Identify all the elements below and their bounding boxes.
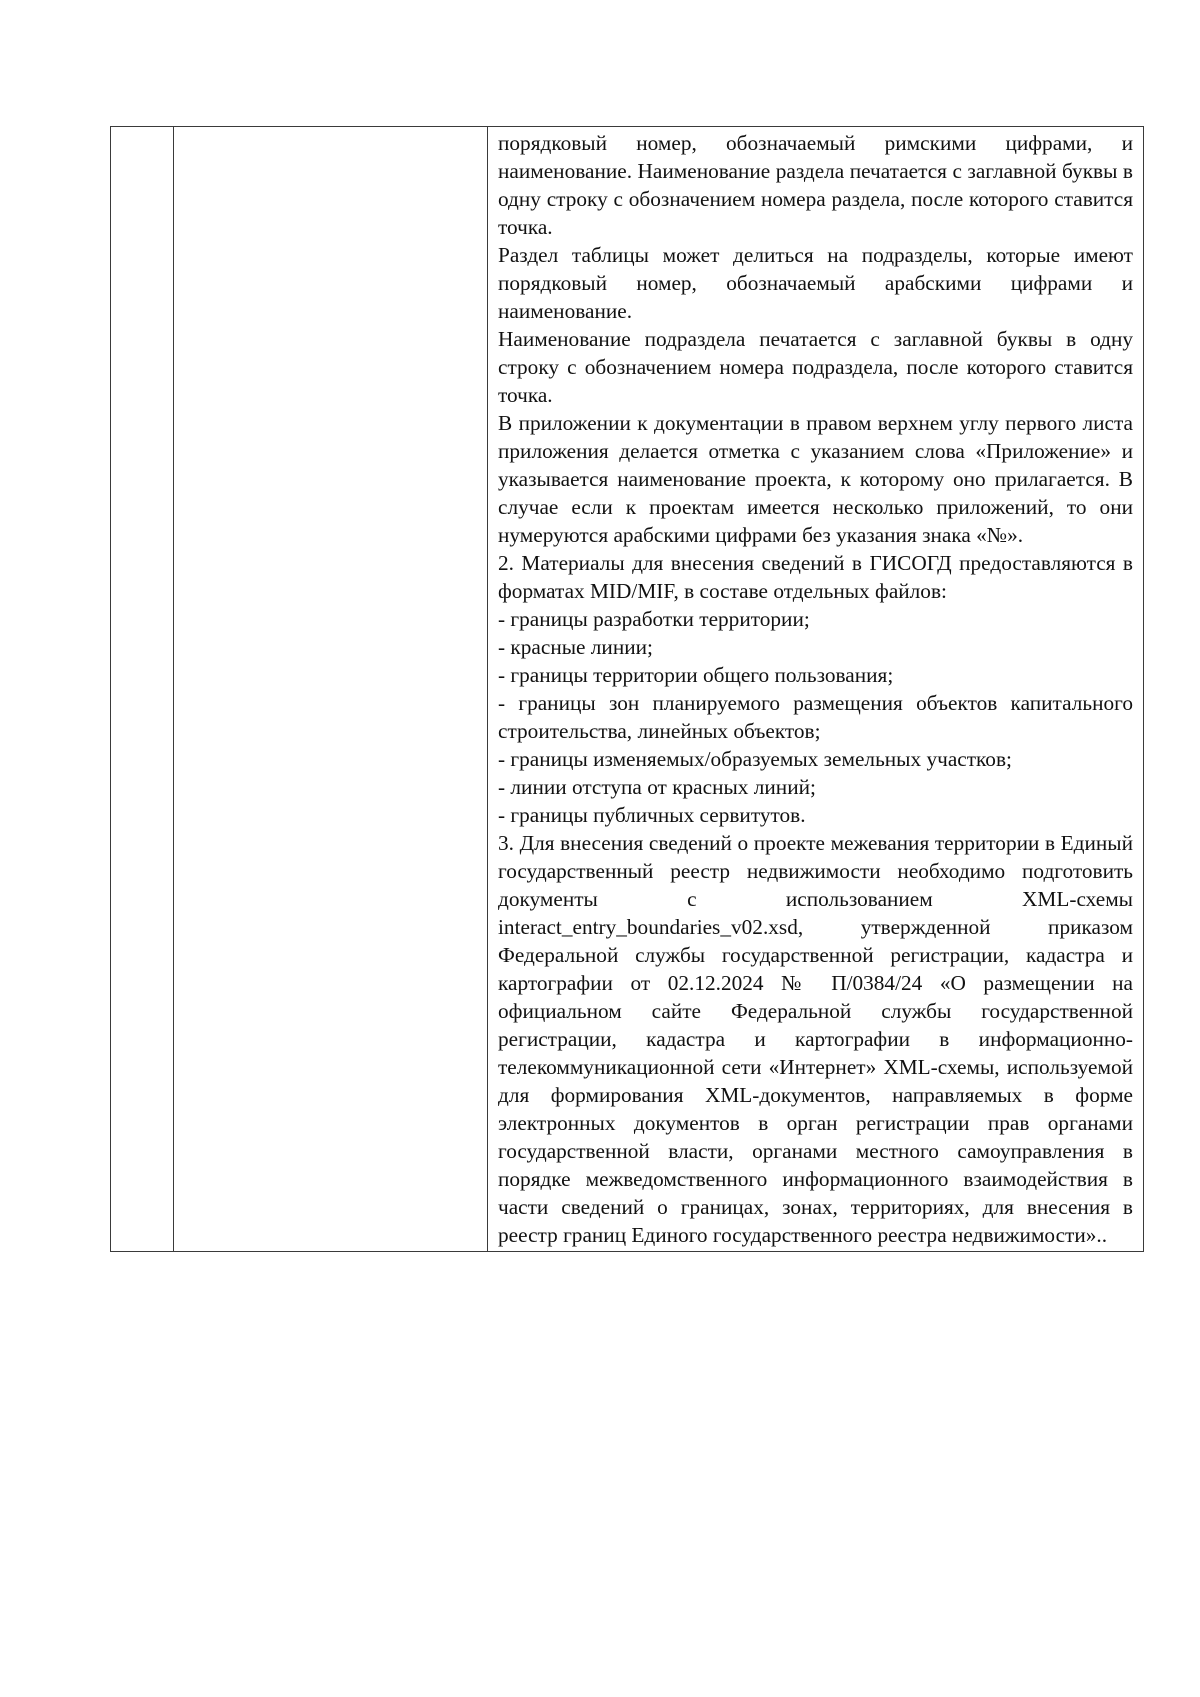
list-item: - границы разработки территории; <box>498 607 810 631</box>
table-row <box>111 127 1144 1252</box>
requirements-table <box>110 126 1144 1252</box>
section-name-cell <box>174 127 488 1252</box>
list-item: - границы территории общего пользования; <box>498 663 894 687</box>
list-item: - границы публичных сервитутов. <box>498 803 806 827</box>
paragraph: В приложении к документации в правом верхнем углу первого листа приложения делается отметка с указанием слова «Приложение» и указывается наименование проекта, к которому оно прилагается. В случае если к проектам имеется несколько приложений, то они нумеруются арабскими цифрами без указания знака «№». <box>498 411 1133 547</box>
paragraph: 3. Для внесения сведений о проекте межевания территории в Единый государственный реестр недвижимости необходимо подготовить документы с использованием XML-схемы interact_entry_boundaries_v02.xsd, утвержденной приказом Федеральной службы государственной регистрации, кадастра и картографии от 02.12.2024 № П/0384/24 «О размещении на официальном сайте Федеральной службы государственной регистрации, кадастра и картографии в информационно-телекоммуникационной сети «Интернет» XML-схемы, используемой для формирования XML-документов, направляемых в форме электронных документов в орган регистрации прав органами государственной власти, органами местного самоуправления в порядке межведомственного информационного взаимодействия в части сведений о границах, зонах, территориях, для внесения в реестр границ Единого государственного реестра недвижимости».. <box>498 831 1133 1247</box>
paragraph: Наименование подраздела печатается с заглавной буквы в одну строку с обозначением номера подраздела, после которого ставится точка. <box>498 327 1133 407</box>
list-item: - линии отступа от красных линий; <box>498 775 816 799</box>
paragraph: порядковый номер, обозначаемый римскими цифрами, и наименование. Наименование раздела печатается с заглавной буквы в одну строку с обозначением номера раздела, после которого ставится точка. <box>498 131 1133 239</box>
list-item: - красные линии; <box>498 635 653 659</box>
list-item: - границы зон планируемого размещения объектов капитального строительства, линейных объектов; <box>498 691 1133 743</box>
list-item: - границы изменяемых/образуемых земельных участков; <box>498 747 1012 771</box>
paragraph: 2. Материалы для внесения сведений в ГИСОГД предоставляются в форматах MID/MIF, в составе отдельных файлов: <box>498 551 1133 603</box>
number-cell <box>111 127 174 1252</box>
requirements-text-cell <box>488 127 1144 1252</box>
paragraph: Раздел таблицы может делиться на подразделы, которые имеют порядковый номер, обозначаемый арабскими цифрами и наименование. <box>498 243 1133 323</box>
